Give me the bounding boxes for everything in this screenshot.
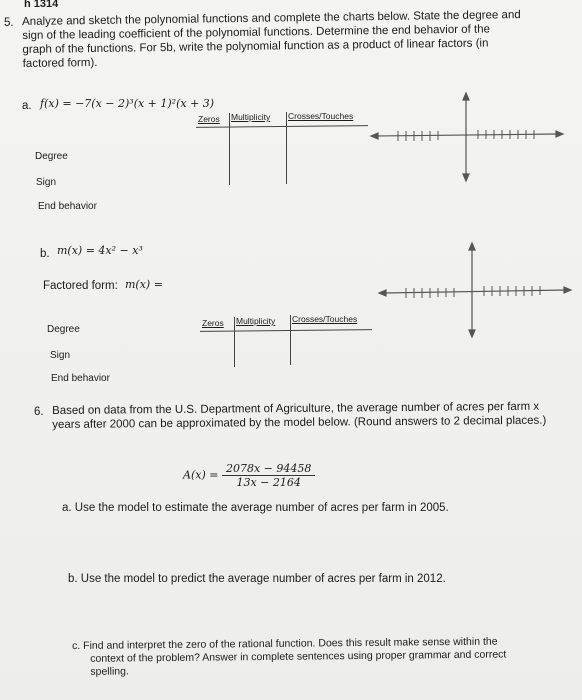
q6-intro (52, 400, 546, 432)
q5b-header-zeros: Zeros (202, 318, 224, 328)
q5a-function: f(x) = −7(x − 2)³(x + 1)²(x + 3) (40, 97, 215, 110)
q5b-table-rule (200, 329, 372, 332)
q5a-x-arrow-right (556, 131, 563, 137)
q5b-factored-expr: m(x) = (125, 278, 163, 291)
q5b-function: m(x) = 4x² − x³ (57, 244, 143, 257)
q5b-end-label: End behavior (51, 373, 110, 384)
q6c-line-1: c. Find and interpret the zero of the rational function. Does this result make sense within the (72, 635, 498, 652)
q5a-header-zeros: Zeros (198, 114, 220, 124)
q5b-factored-label: Factored form: (43, 280, 118, 292)
q5a-table-col2 (286, 112, 287, 184)
q6-model-numerator: 2078x − 94458 (222, 462, 315, 476)
q5b-degree-label: Degree (47, 324, 80, 335)
q5-line-2: sign of the leading coefficient of the polynomial functions. Determine the end behavior of the (22, 23, 491, 42)
q5b-header-crosses: Crosses/Touches (292, 314, 358, 324)
q5-line-1: Analyze and sketch the polynomial functions and complete the charts below. State the degree and (22, 9, 521, 28)
q6-number: 6. (34, 406, 44, 418)
q5-line-4: factored form). (22, 56, 98, 70)
q6b-text: b. Use the model to predict the average number of acres per farm in 2012. (68, 573, 446, 585)
q5a-end-label: End behavior (38, 201, 97, 212)
q6c-line-3: spelling. (90, 665, 129, 678)
q6-intro-line-1: Based on data from the U.S. Department of Agriculture, the average number of acres per farm x (52, 400, 540, 417)
q5b-table-col2 (290, 315, 291, 365)
q5-line-3: graph of the functions. For 5b, write the polynomial function as a product of linear factors (in (22, 37, 489, 56)
q6-model-lhs: A(x) = (183, 468, 219, 482)
q5b-label: b. (40, 248, 50, 260)
q5b-x-axis (384, 290, 566, 293)
q5a-table-col1 (229, 113, 230, 185)
q5-instructions (22, 8, 521, 71)
q6c-line-2: context of the problem? Answer in complete sentences using proper grammar and correct (90, 648, 507, 665)
q5b-y-arrow-down (469, 330, 475, 337)
q5a-header-crosses: Crosses/Touches (288, 111, 354, 121)
q6a-text: a. Use the model to estimate the average number of acres per farm in 2005. (62, 502, 449, 514)
q6-intro-line-2: years after 2000 can be approximated by the model below. (Round answers to 2 decimal places.) (52, 414, 547, 431)
q5b-axes (376, 240, 576, 340)
q5a-header-multiplicity: Multiplicity (231, 112, 271, 122)
q5a-table-rule (196, 125, 368, 128)
q6-model (183, 462, 315, 489)
q5b-y-arrow-up (469, 243, 475, 250)
q5a-sign-label: Sign (36, 177, 57, 188)
q5a-x-axis (376, 134, 558, 136)
q5a-degree-label: Degree (35, 151, 68, 162)
q6-model-fraction (222, 462, 315, 489)
q5a-axes (368, 90, 568, 186)
q5b-header-multiplicity: Multiplicity (236, 316, 276, 326)
q5b-sign-label: Sign (50, 350, 71, 361)
q5-number: 5. (4, 17, 14, 29)
q5a-x-arrow-left (371, 133, 378, 139)
q5a-label: a. (22, 100, 32, 112)
q5a-y-arrow-down (463, 174, 469, 181)
q6c-text (72, 635, 507, 679)
q5b-x-arrow-left (379, 290, 386, 296)
q5a-y-arrow-up (463, 93, 469, 100)
q6-model-denominator: 13x − 2164 (236, 476, 301, 489)
q5b-table-col1 (234, 317, 235, 367)
page-header: h 1314 (24, 0, 59, 10)
q5b-x-arrow-right (564, 287, 571, 293)
